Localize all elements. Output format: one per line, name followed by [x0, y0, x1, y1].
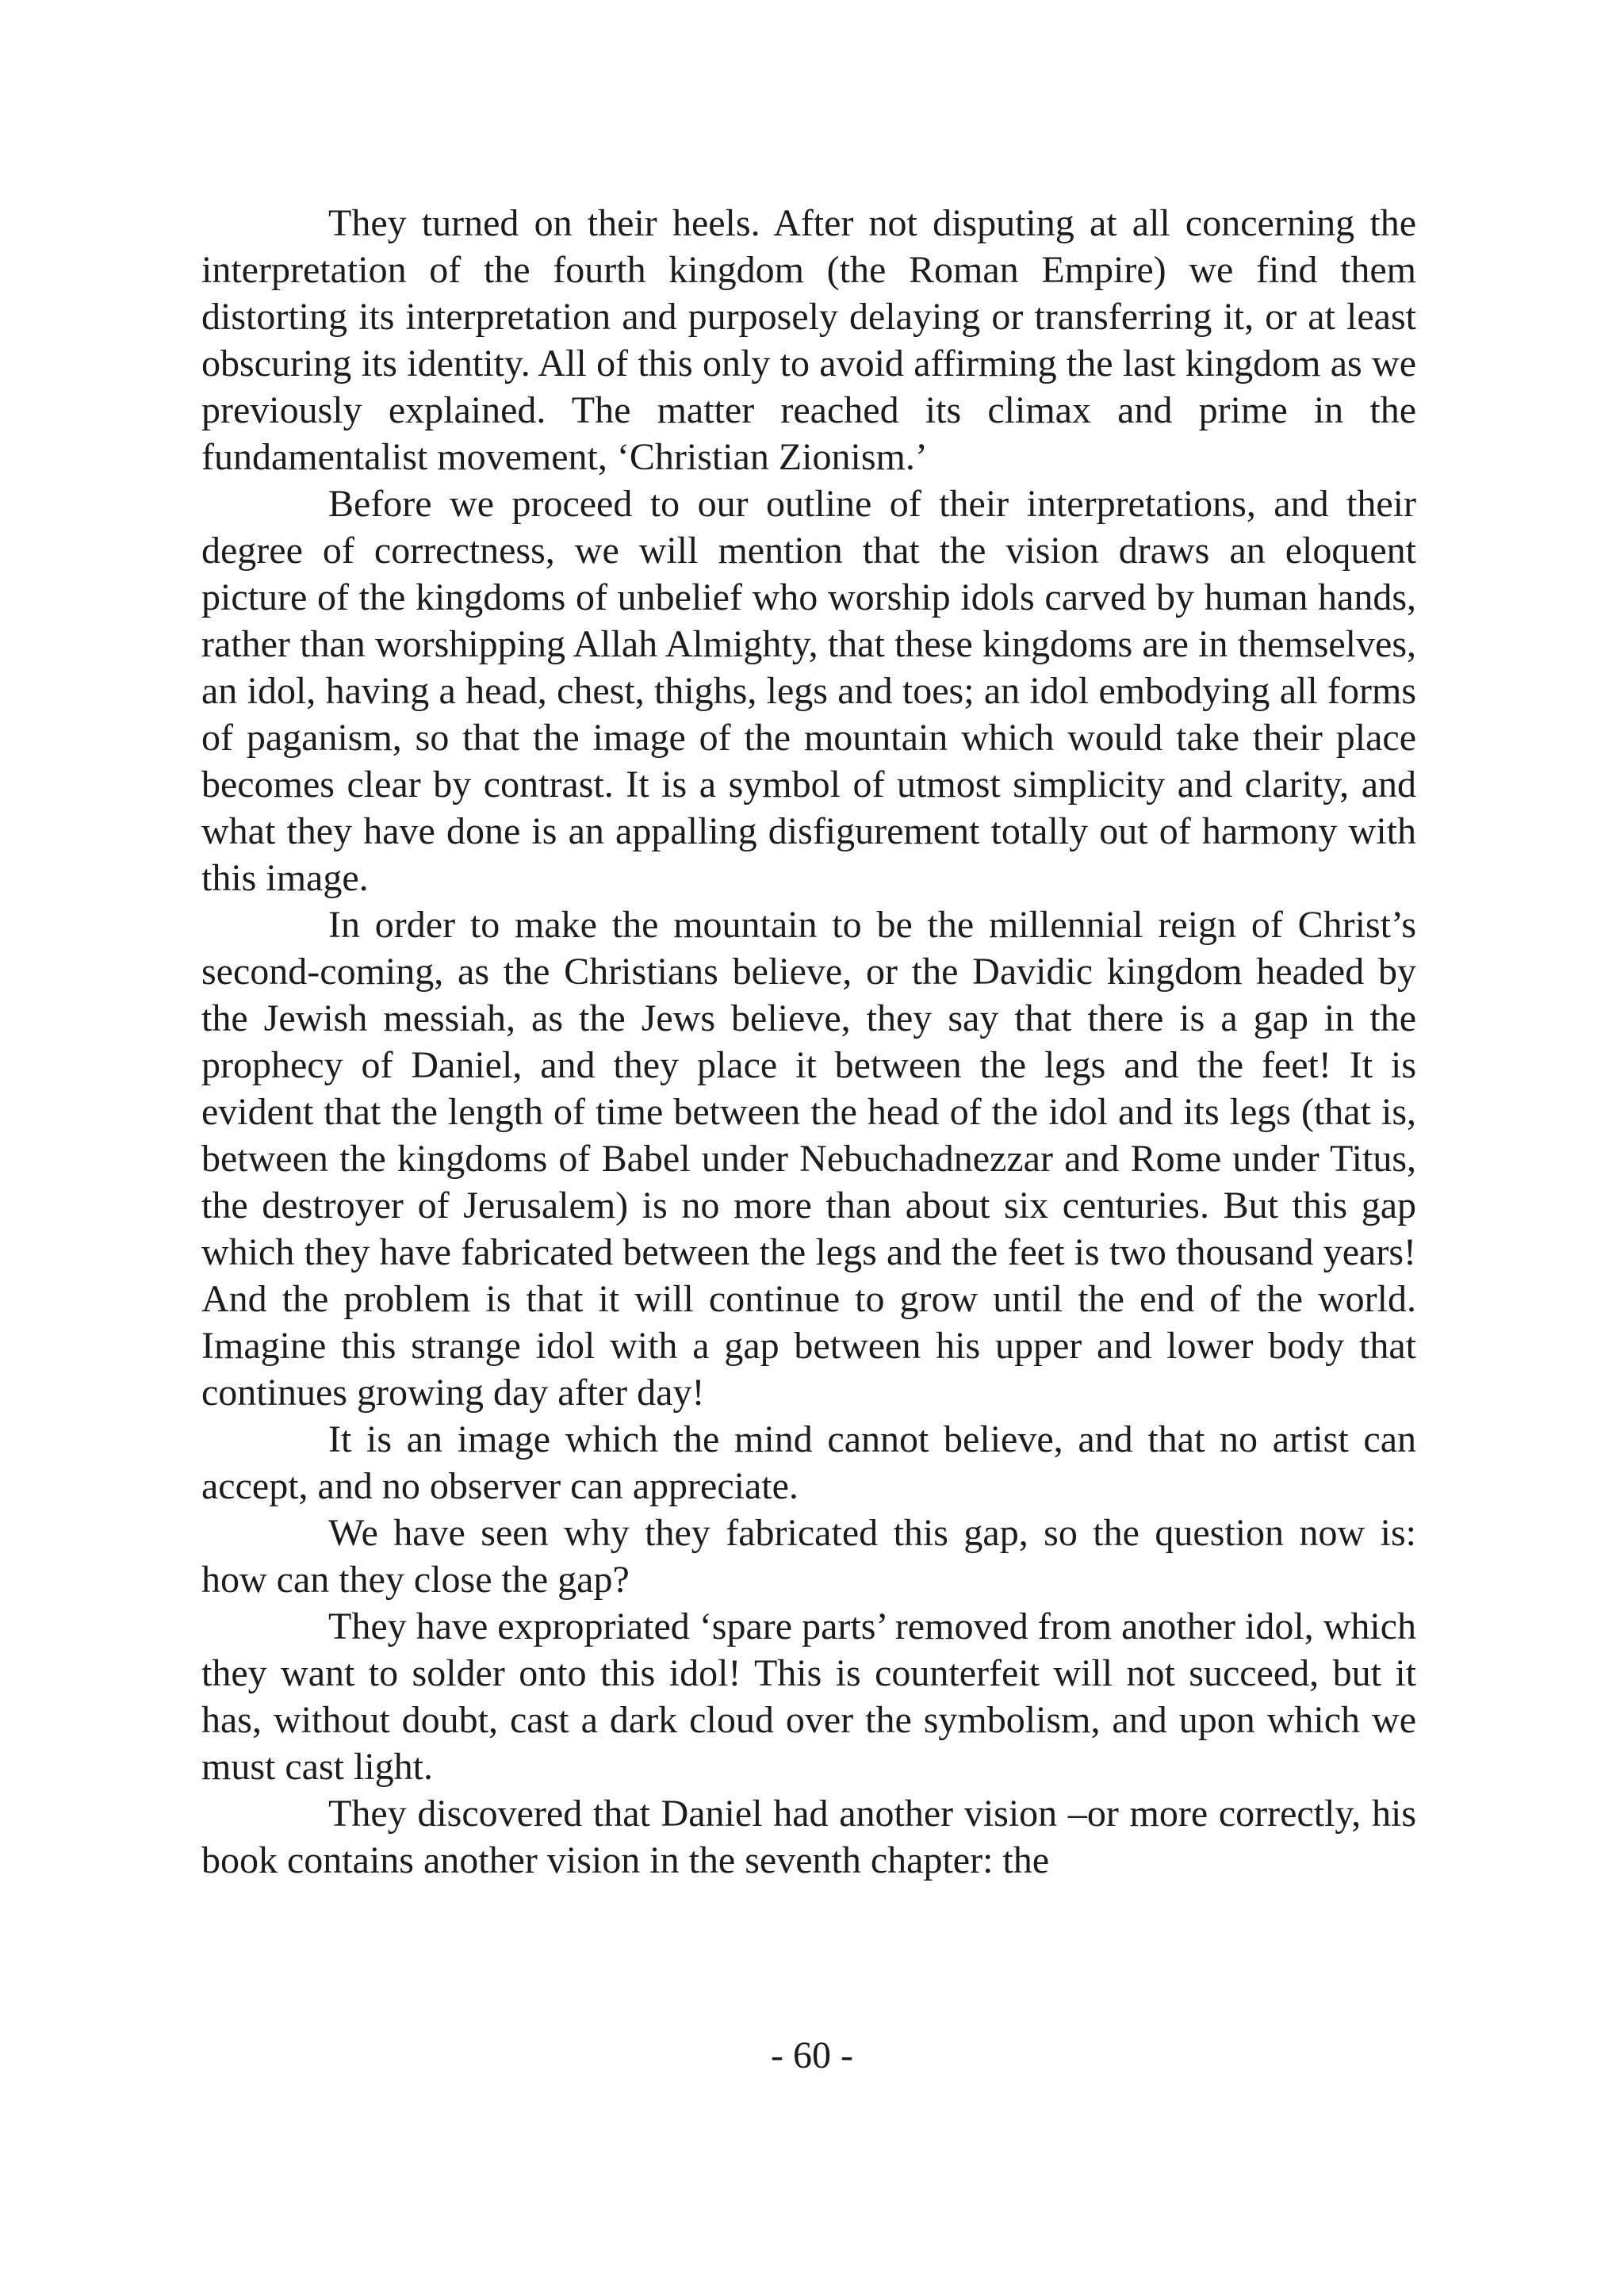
paragraph: It is an image which the mind cannot believe, and that no artist can accept, and no observer can appreciate.	[201, 1418, 1416, 1507]
page-number: - 60 -	[771, 2034, 853, 2076]
paragraph: They discovered that Daniel had another vision –or more correctly, his book contains another vision in the seventh chapter: the	[201, 1793, 1416, 1881]
paragraph: We have seen why they fabricated this gap, so the question now is: how can they close the gap?	[201, 1512, 1416, 1601]
page-body	[201, 200, 1416, 1884]
paragraph: Before we proceed to our outline of their interpretations, and their degree of correctness, we will mention that the vision draws an eloquent picture of the kingdoms of unbelief who worship idols carved by human hands, rather than worshipping Allah Almighty, that these kingdoms are in themselves, an idol, having a head, chest, thighs, legs and toes; an idol embodying all forms of paganism, so that the image of the mountain which would take their place becomes clear by contrast. It is a symbol of utmost simplicity and clarity, and what they have done is an appalling disfigurement totally out of harmony with this image.	[201, 483, 1416, 899]
paragraph: They have expropriated ‘spare parts’ removed from another idol, which they want to solder onto this idol! This is counterfeit will not succeed, but it has, without doubt, cast a dark cloud over the symbolism, and upon which we must cast light.	[201, 1605, 1416, 1788]
paragraph: In order to make the mountain to be the millennial reign of Christ’s second-coming, as the Christians believe, or the Davidic kingdom headed by the Jewish messiah, as the Jews believe, they say that there is a gap in the prophecy of Daniel, and they place it between the legs and the feet! It is evident that the length of time between the head of the idol and its legs (that is, between the kingdoms of Babel under Nebuchadnezzar and Rome under Titus, the destroyer of Jerusalem) is no more than about six centuries. But this gap which they have fabricated between the legs and the feet is two thousand years! And the problem is that it will continue to grow until the end of the world. Imagine this strange idol with a gap between his upper and lower body that continues growing day after day!	[201, 904, 1416, 1414]
paragraph: They turned on their heels. After not disputing at all concerning the interpretation of the fourth kingdom (the Roman Empire) we find them distorting its interpretation and purposely delaying or transferring it, or at least obscuring its identity. All of this only to avoid affirming the last kingdom as we previously explained. The matter reached its climax and prime in the fundamentalist movement, ‘Christian Zionism.’	[201, 202, 1416, 478]
